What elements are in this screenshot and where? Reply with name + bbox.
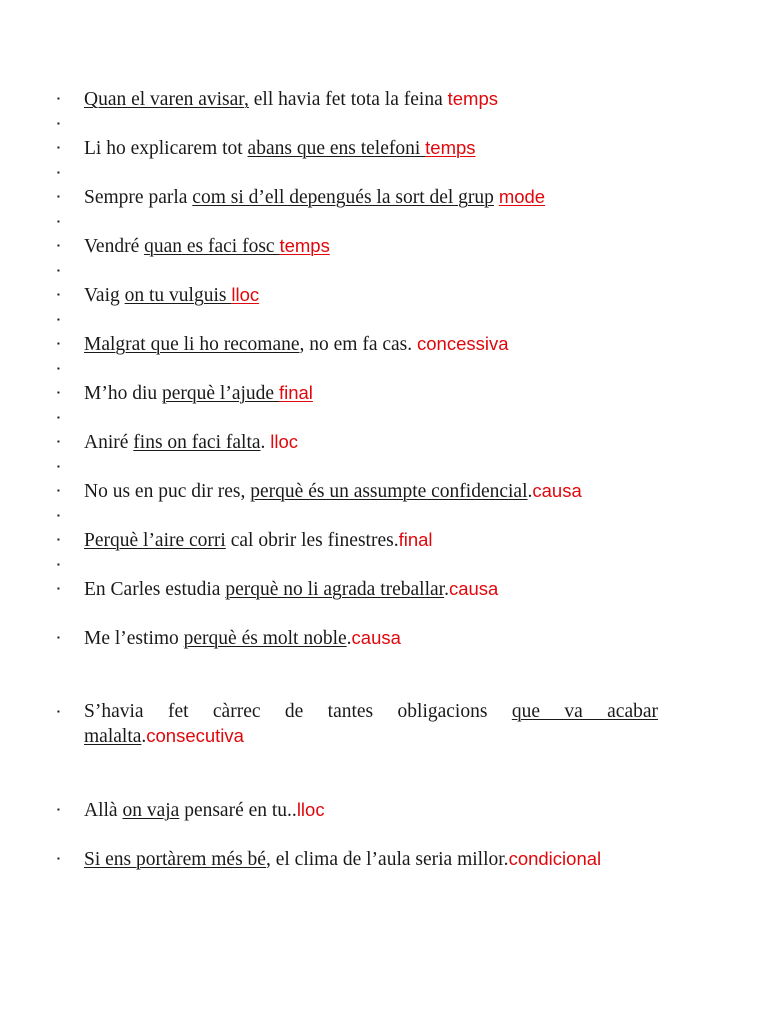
sentence-segment: on tu vulguis	[124, 285, 232, 306]
sentence-segment: quan es faci fosc	[144, 236, 280, 257]
category-label: lloc	[270, 431, 299, 452]
list-item	[56, 332, 658, 357]
list-item	[56, 430, 658, 455]
bullet-icon: ▪	[57, 511, 60, 520]
sentence-segment: .	[527, 481, 533, 502]
list-item	[56, 283, 658, 308]
sentence-segment: No us en puc dir res,	[84, 481, 251, 502]
category-label: causa	[532, 480, 582, 501]
sentence	[84, 283, 658, 308]
empty-list-item	[56, 504, 658, 528]
sentence	[84, 136, 658, 161]
empty-list-item	[56, 553, 658, 577]
sentence-segment: Vendré	[84, 236, 145, 257]
category-label: causa	[351, 627, 401, 648]
sentence	[84, 626, 658, 651]
bullet-icon: ▪	[57, 633, 60, 642]
sentence-segment: .	[346, 628, 352, 649]
sentence-segment: abans que ens telefoni	[247, 138, 426, 159]
bullet-icon: ▪	[57, 437, 60, 446]
bullet-icon: ▪	[57, 339, 60, 348]
sentence-segment: ell havia fet tota la feina	[248, 89, 448, 110]
sentence	[84, 234, 658, 259]
sentence-segment: fins on faci falta	[133, 432, 261, 453]
sentence-segment: Malgrat que li ho recomane	[84, 334, 300, 355]
bullet-icon: ▪	[57, 462, 60, 471]
empty-list-item	[56, 455, 658, 479]
sentence-segment: Aniré	[84, 432, 134, 453]
category-label: final	[278, 382, 313, 403]
bullet-icon: ▪	[57, 707, 60, 716]
sentence	[84, 528, 658, 553]
sentence-segment: Si ens portàrem més bé	[84, 849, 266, 870]
sentence	[84, 577, 658, 602]
category-label: temps	[425, 137, 476, 158]
sentence-segment: M’ho diu	[84, 383, 162, 404]
sentence-segment: Perquè l’aire corri	[84, 530, 226, 551]
bullet-icon: ▪	[57, 486, 60, 495]
list-item	[56, 847, 658, 872]
category-label: lloc	[231, 284, 260, 305]
empty-list-item	[56, 357, 658, 381]
list-item	[56, 528, 658, 553]
sentence	[84, 332, 658, 357]
sentence-segment: perquè és molt noble	[183, 628, 347, 649]
list-item	[56, 798, 658, 823]
sentence-segment: Vaig	[84, 285, 125, 306]
category-label: temps	[279, 235, 330, 256]
list-item	[56, 626, 658, 651]
bullet-icon: ▪	[57, 266, 60, 275]
sentence-segment: .	[260, 432, 271, 453]
sentence	[84, 185, 658, 210]
list-item	[56, 136, 658, 161]
category-label: concessiva	[417, 333, 509, 354]
bullet-icon: ▪	[57, 143, 60, 152]
sentence	[84, 430, 658, 455]
sentence-segment: Sempre parla	[84, 187, 193, 208]
list-item	[56, 87, 658, 112]
bullet-icon: ▪	[57, 584, 60, 593]
category-label: temps	[447, 88, 498, 109]
sentence-segment: Quan el varen avisar,	[84, 89, 249, 110]
category-label: final	[398, 529, 433, 550]
bullet-icon: ▪	[57, 315, 60, 324]
bullet-icon: ▪	[57, 192, 60, 201]
sentence	[84, 847, 658, 872]
bullet-icon: ▪	[57, 535, 60, 544]
sentence-segment: perquè l’ajude	[162, 383, 279, 404]
sentence-segment: on vaja	[122, 800, 180, 821]
sentence	[84, 479, 658, 504]
sentence	[84, 87, 658, 112]
list-item	[56, 479, 658, 504]
empty-list-item	[56, 406, 658, 430]
category-label: condicional	[508, 848, 602, 869]
empty-list-item	[56, 161, 658, 185]
bullet-icon: ▪	[57, 805, 60, 814]
bullet-icon: ▪	[57, 854, 60, 863]
sentence-segment: En Carles estudia	[84, 579, 226, 600]
category-label: causa	[448, 578, 499, 599]
sentence	[84, 381, 658, 406]
category-label: mode	[498, 186, 546, 207]
bullet-icon: ▪	[57, 94, 60, 103]
list-item	[56, 577, 658, 602]
list-item	[56, 185, 658, 210]
sentence-segment: S’havia fet càrrec de tantes obligacions	[84, 701, 512, 722]
bullet-icon: ▪	[57, 413, 60, 422]
bullet-icon: ▪	[57, 560, 60, 569]
sentence-segment: com si d’ell depengués la sort del grup	[192, 187, 494, 208]
sentence-segment: pensaré en tu..	[179, 800, 297, 821]
list-item	[56, 700, 658, 749]
sentence-segment: .	[444, 579, 449, 600]
sentence	[84, 798, 658, 823]
bullet-icon: ▪	[57, 119, 60, 128]
bullet-icon: ▪	[57, 241, 60, 250]
category-label: lloc	[296, 799, 325, 820]
bullet-icon: ▪	[57, 217, 60, 226]
list-item	[56, 381, 658, 406]
sentence-segment: .	[141, 726, 147, 747]
sentence-segment: perquè no li agrada treballar	[225, 579, 445, 600]
sentence-segment: Li ho explicarem tot	[84, 138, 248, 159]
empty-list-item	[56, 308, 658, 332]
sentence	[84, 700, 658, 749]
sentence-segment: Me l’estimo	[84, 628, 184, 649]
sentence-segment: cal obrir les finestres.	[225, 530, 399, 551]
empty-list-item	[56, 259, 658, 283]
sentence-segment: que va acabar malalta	[84, 701, 658, 747]
bullet-icon: ▪	[57, 388, 60, 397]
bullet-icon: ▪	[57, 364, 60, 373]
sentence-segment: , no em fa cas.	[299, 334, 417, 355]
bullet-icon: ▪	[57, 168, 60, 177]
bullet-icon: ▪	[57, 290, 60, 299]
category-label: consecutiva	[146, 725, 244, 746]
empty-list-item	[56, 112, 658, 136]
empty-list-item	[56, 210, 658, 234]
sentence-segment: , el clima de l’aula seria millor.	[265, 849, 509, 870]
list-item	[56, 234, 658, 259]
sentence-segment: Allà	[84, 800, 123, 821]
sentence-segment: perquè és un assumpte confidencial	[250, 481, 528, 502]
